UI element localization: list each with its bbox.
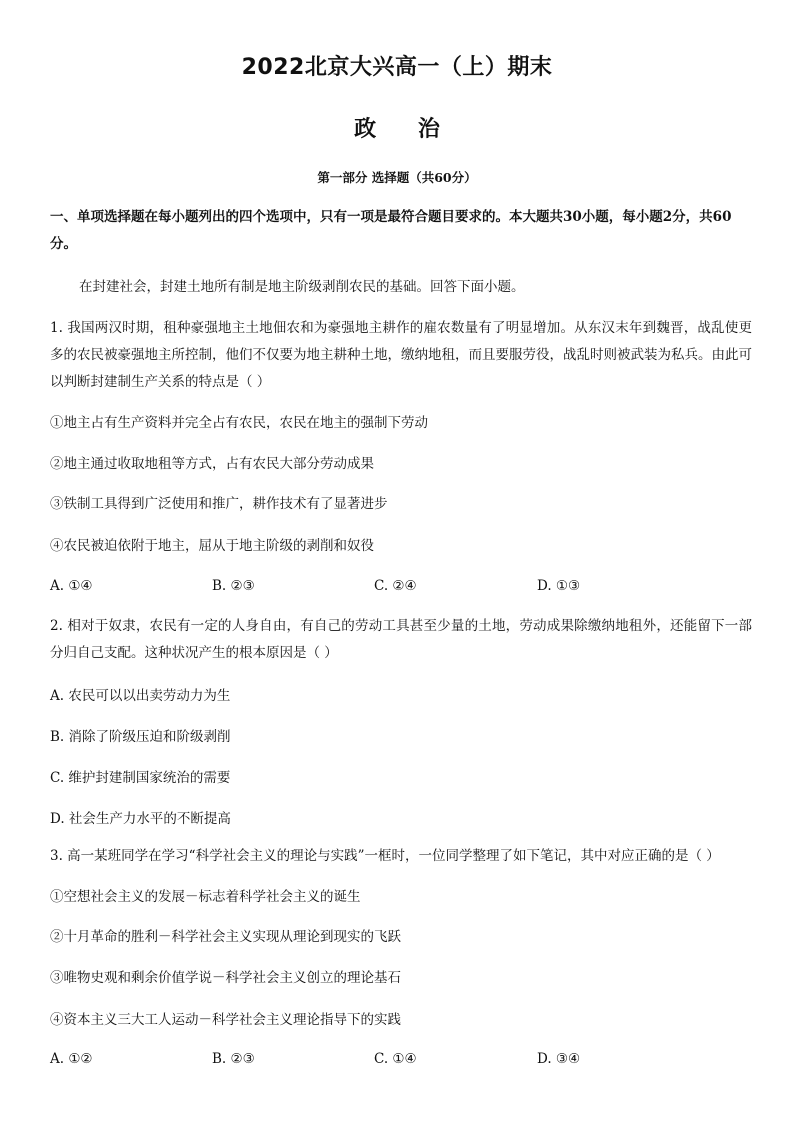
intro-text: 在封建社会，封建土地所有制是地主阶级剥削农民的基础。回答下面小题。 (79, 279, 525, 295)
section-instructions: 一、单项选择题在每小题列出的四个选项中，只有一项是最符合题目要求的。本大题共30小题，每小题2分，共60分。 (50, 209, 732, 252)
q2-option-d[interactable]: D. 社会生产力水平的不断提高 (50, 811, 231, 827)
q1-item-1: ①地主占有生产资料并完全占有农民，农民在地主的强制下劳动 (50, 415, 428, 431)
q3-stem: 3. 高一某班同学在学习“科学社会主义的理论与实践”一框时，一位同学整理了如下笔记，其中对应正确的是（ ） (50, 848, 720, 864)
q2-stem: 2. 相对于奴隶，农民有一定的人身自由，有自己的劳动工具甚至少量的土地，劳动成果除缴纳地租外，还能留下一部分归自己支配。这种状况产生的根本原因是（ ） (50, 618, 752, 661)
q3-option-c[interactable]: C. ①④ (374, 1051, 417, 1067)
q2-option-a[interactable]: A. 农民可以以出卖劳动力为生 (50, 688, 231, 704)
q1-item-2: ②地主通过收取地租等方式，占有农民大部分劳动成果 (50, 456, 374, 472)
q3-item-2: ②十月革命的胜利－科学社会主义实现从理论到现实的飞跃 (50, 929, 401, 945)
q3-option-b[interactable]: B. ②③ (212, 1051, 255, 1067)
page-title: 2022北京大兴高一（上）期末 (241, 55, 553, 80)
q3-option-a[interactable]: A. ①② (50, 1051, 93, 1067)
q3-item-1: ①空想社会主义的发展－标志着科学社会主义的诞生 (50, 889, 361, 905)
q3-item-4: ④资本主义三大工人运动－科学社会主义理论指导下的实践 (50, 1012, 401, 1028)
q2-option-b[interactable]: B. 消除了阶级压迫和阶级剥削 (50, 729, 231, 745)
q3-item-3: ③唯物史观和剩余价值学说－科学社会主义创立的理论基石 (50, 970, 401, 986)
q1-option-d[interactable]: D. ①③ (537, 578, 581, 594)
q1-stem: 1. 我国两汉时期，租种豪强地主土地佃农和为豪强地主耕作的雇农数量有了明显增加。从东汉末年到魏晋，战乱使更多的农民被豪强地主所控制，他们不仅要为地主耕种土地，缴纳地租，而且要服劳役，战乱时则被武装为私兵。由此可以判断封建制生产关系的特点是（ ） (50, 320, 752, 390)
q1-option-c[interactable]: C. ②④ (374, 578, 417, 594)
subject-title: 政 治 (354, 117, 440, 142)
q1-option-a[interactable]: A. ①④ (50, 578, 93, 594)
q1-item-3: ③铁制工具得到广泛使用和推广，耕作技术有了显著进步 (50, 496, 388, 512)
q1-item-4: ④农民被迫依附于地主，屈从于地主阶级的剥削和奴役 (50, 538, 374, 554)
q1-option-b[interactable]: B. ②③ (212, 578, 255, 594)
q2-option-c[interactable]: C. 维护封建制国家统治的需要 (50, 770, 231, 786)
part-heading: 第一部分 选择题（共60分） (317, 170, 477, 185)
q3-option-d[interactable]: D. ③④ (537, 1051, 581, 1067)
